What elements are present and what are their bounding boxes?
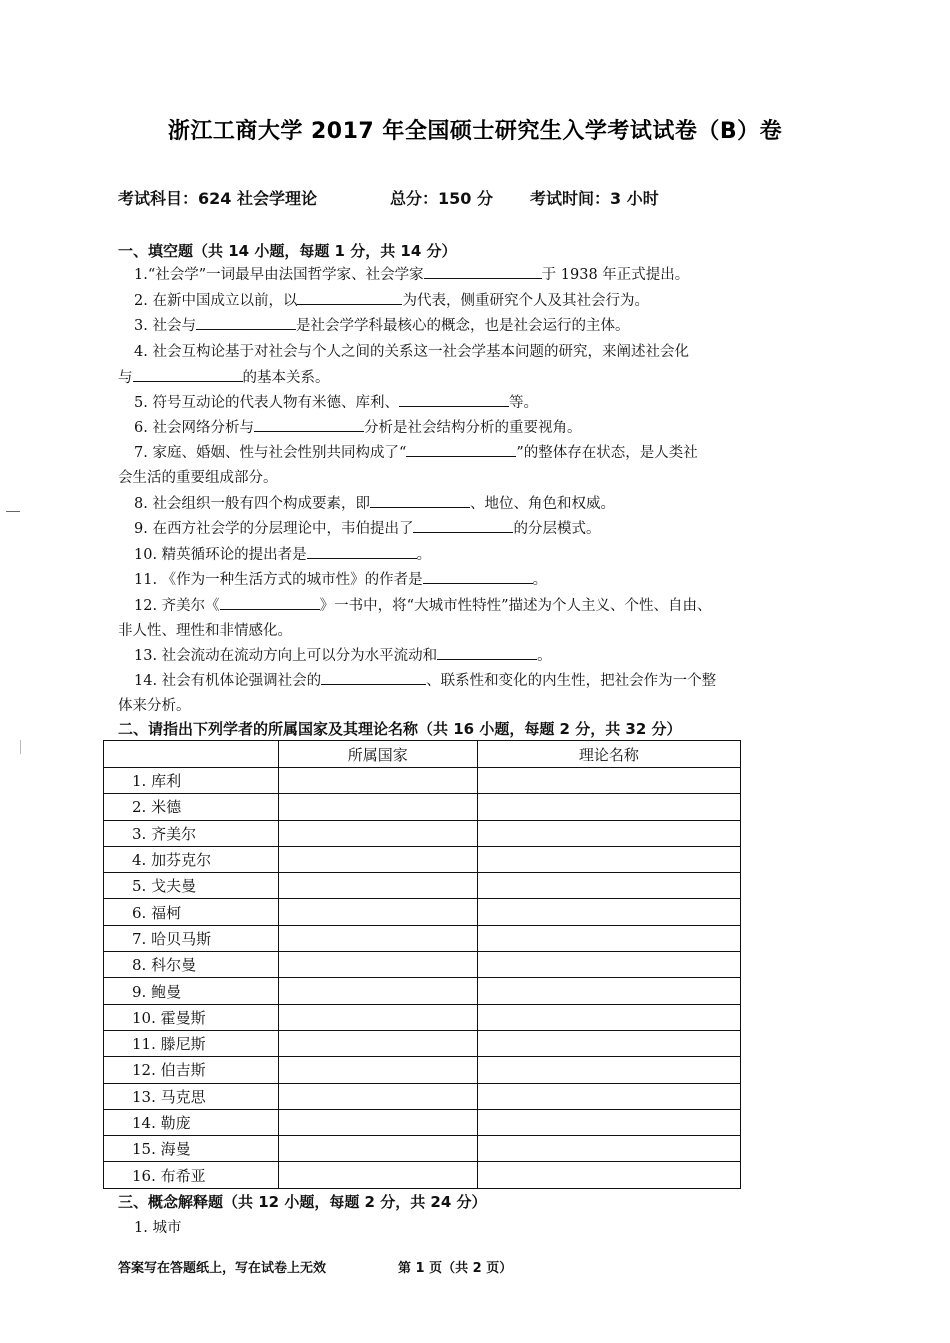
table-row (104, 1030, 741, 1056)
country-cell[interactable] (278, 1109, 477, 1135)
table-row (104, 794, 741, 820)
table-row (104, 1136, 741, 1162)
theory-cell[interactable] (477, 1057, 740, 1083)
table-row (104, 899, 741, 925)
table-row (104, 1083, 741, 1109)
country-cell[interactable] (278, 1083, 477, 1109)
scan-mark (20, 740, 21, 754)
question-1: 1.“社会学”一词最早由法国哲学家、社会学家 于 1938 年正式提出。 (118, 262, 790, 288)
table-row (104, 1004, 741, 1030)
table-row (104, 952, 741, 978)
answer-blank (321, 668, 426, 685)
country-cell[interactable] (278, 1057, 477, 1083)
theory-cell[interactable] (477, 925, 740, 951)
answer-blank (196, 313, 296, 330)
table-row (104, 768, 741, 794)
answer-blank (406, 440, 516, 457)
answer-blank (220, 593, 320, 610)
concept-question-1: 1. 城市 (134, 1220, 182, 1236)
scholar-name: 8. 科尔曼 (104, 952, 279, 978)
question-12-continued: 非人性、理性和非情感化。 (118, 623, 292, 639)
exam-duration: 考试时间：3 小时 (530, 189, 659, 208)
table-row (104, 1109, 741, 1135)
answer-blank (370, 491, 470, 508)
scholar-name: 10. 霍曼斯 (104, 1004, 279, 1030)
question-10: 10. 精英循环论的提出者是 。 (118, 542, 790, 568)
question-14-continued: 体来分析。 (118, 698, 191, 714)
question-9: 9. 在西方社会学的分层理论中，韦伯提出了 的分层模式。 (118, 516, 790, 542)
theory-cell[interactable] (477, 768, 740, 794)
country-cell[interactable] (278, 1030, 477, 1056)
question-14: 14. 社会有机体论强调社会的 、联系性和变化的内生性，把社会作为一个整 (118, 668, 790, 694)
theory-cell[interactable] (477, 952, 740, 978)
table-row (104, 846, 741, 872)
answer-blank (424, 262, 542, 279)
answer-blank (297, 288, 402, 305)
scholar-name: 7. 哈贝马斯 (104, 925, 279, 951)
scholar-name: 16. 布希亚 (104, 1162, 279, 1188)
question-7-continued: 会生活的重要组成部分。 (118, 470, 278, 486)
theory-cell[interactable] (477, 1004, 740, 1030)
section2-heading: 二、请指出下列学者的所属国家及其理论名称（共 16 小题，每题 2 分，共 32 分） (118, 720, 682, 738)
question-12: 12. 齐美尔《 》一书中，将“大城市性特性”描述为个人主义、个性、自由、 (118, 593, 790, 619)
theory-cell[interactable] (477, 1162, 740, 1188)
question-3: 3. 社会与 是社会学学科最核心的概念，也是社会运行的主体。 (118, 313, 790, 339)
theory-cell[interactable] (477, 820, 740, 846)
theory-cell[interactable] (477, 899, 740, 925)
theory-cell[interactable] (477, 1109, 740, 1135)
question-13: 13. 社会流动在流动方向上可以分为水平流动和 。 (118, 643, 790, 669)
header-scholar (104, 741, 279, 768)
country-cell[interactable] (278, 873, 477, 899)
theory-cell[interactable] (477, 794, 740, 820)
question-4: 4. 社会互构论基于对社会与个人之间的关系这一社会学基本问题的研究，来阐述社会化 (134, 344, 689, 360)
exam-subject: 考试科目：624 社会学理论 (118, 189, 317, 208)
country-cell[interactable] (278, 899, 477, 925)
scholar-name: 6. 福柯 (104, 899, 279, 925)
scholar-name: 1. 库利 (104, 768, 279, 794)
scholar-name: 3. 齐美尔 (104, 820, 279, 846)
theory-cell[interactable] (477, 846, 740, 872)
country-cell[interactable] (278, 952, 477, 978)
answer-blank (423, 567, 533, 584)
question-2: 2. 在新中国成立以前，以 为代表，侧重研究个人及其社会行为。 (118, 288, 790, 314)
question-5: 5. 符号互动论的代表人物有米德、库利、 等。 (118, 390, 790, 416)
theory-cell[interactable] (477, 873, 740, 899)
scholar-name: 2. 米德 (104, 794, 279, 820)
answer-blank (399, 390, 509, 407)
question-8: 8. 社会组织一般有四个构成要素，即 、地位、角色和权威。 (118, 491, 790, 517)
scholar-name: 5. 戈夫曼 (104, 873, 279, 899)
footer-note: 答案写在答题纸上，写在试卷上无效 (118, 1261, 327, 1276)
table-header-row (104, 741, 741, 768)
exam-meta (118, 186, 659, 209)
scholar-table (103, 740, 741, 1189)
table-row (104, 925, 741, 951)
answer-blank (437, 643, 537, 660)
theory-cell[interactable] (477, 1030, 740, 1056)
section1-heading: 一、填空题（共 14 小题，每题 1 分，共 14 分） (118, 242, 457, 260)
question-4-continued: 与 的基本关系。 (118, 365, 790, 391)
scholar-name: 12. 伯吉斯 (104, 1057, 279, 1083)
question-7: 7. 家庭、婚姻、性与社会性别共同构成了“ ”的整体存在状态，是人类社 (118, 440, 790, 466)
country-cell[interactable] (278, 925, 477, 951)
country-cell[interactable] (278, 978, 477, 1004)
country-cell[interactable] (278, 846, 477, 872)
table-row (104, 873, 741, 899)
table-row (104, 1162, 741, 1188)
scholar-name: 13. 马克思 (104, 1083, 279, 1109)
header-country: 所属国家 (278, 741, 477, 768)
country-cell[interactable] (278, 1136, 477, 1162)
theory-cell[interactable] (477, 1083, 740, 1109)
exam-total-score: 总分：150 分 (390, 189, 493, 208)
scan-mark (6, 511, 20, 512)
country-cell[interactable] (278, 794, 477, 820)
answer-blank (413, 516, 513, 533)
page-number: 第 1 页（共 2 页） (398, 1261, 513, 1276)
scholar-name: 9. 鲍曼 (104, 978, 279, 1004)
table-row (104, 820, 741, 846)
country-cell[interactable] (278, 820, 477, 846)
theory-cell[interactable] (477, 1136, 740, 1162)
exam-title: 浙江工商大学 2017 年全国硕士研究生入学考试试卷（B）卷 (167, 119, 783, 144)
table-row (104, 1057, 741, 1083)
country-cell[interactable] (278, 1004, 477, 1030)
answer-blank (133, 365, 243, 382)
country-cell[interactable] (278, 768, 477, 794)
scholar-name: 11. 滕尼斯 (104, 1030, 279, 1056)
question-6: 6. 社会网络分析与 分析是社会结构分析的重要视角。 (118, 415, 790, 441)
table-row (104, 978, 741, 1004)
section3-heading: 三、概念解释题（共 12 小题，每题 2 分，共 24 分） (118, 1193, 487, 1211)
scholar-name: 4. 加芬克尔 (104, 846, 279, 872)
answer-blank (307, 542, 417, 559)
question-11: 11. 《作为一种生活方式的城市性》的作者是 。 (118, 567, 790, 593)
theory-cell[interactable] (477, 978, 740, 1004)
answer-blank (254, 415, 364, 432)
header-theory: 理论名称 (477, 741, 740, 768)
country-cell[interactable] (278, 1162, 477, 1188)
scholar-name: 14. 勒庞 (104, 1109, 279, 1135)
scholar-name: 15. 海曼 (104, 1136, 279, 1162)
